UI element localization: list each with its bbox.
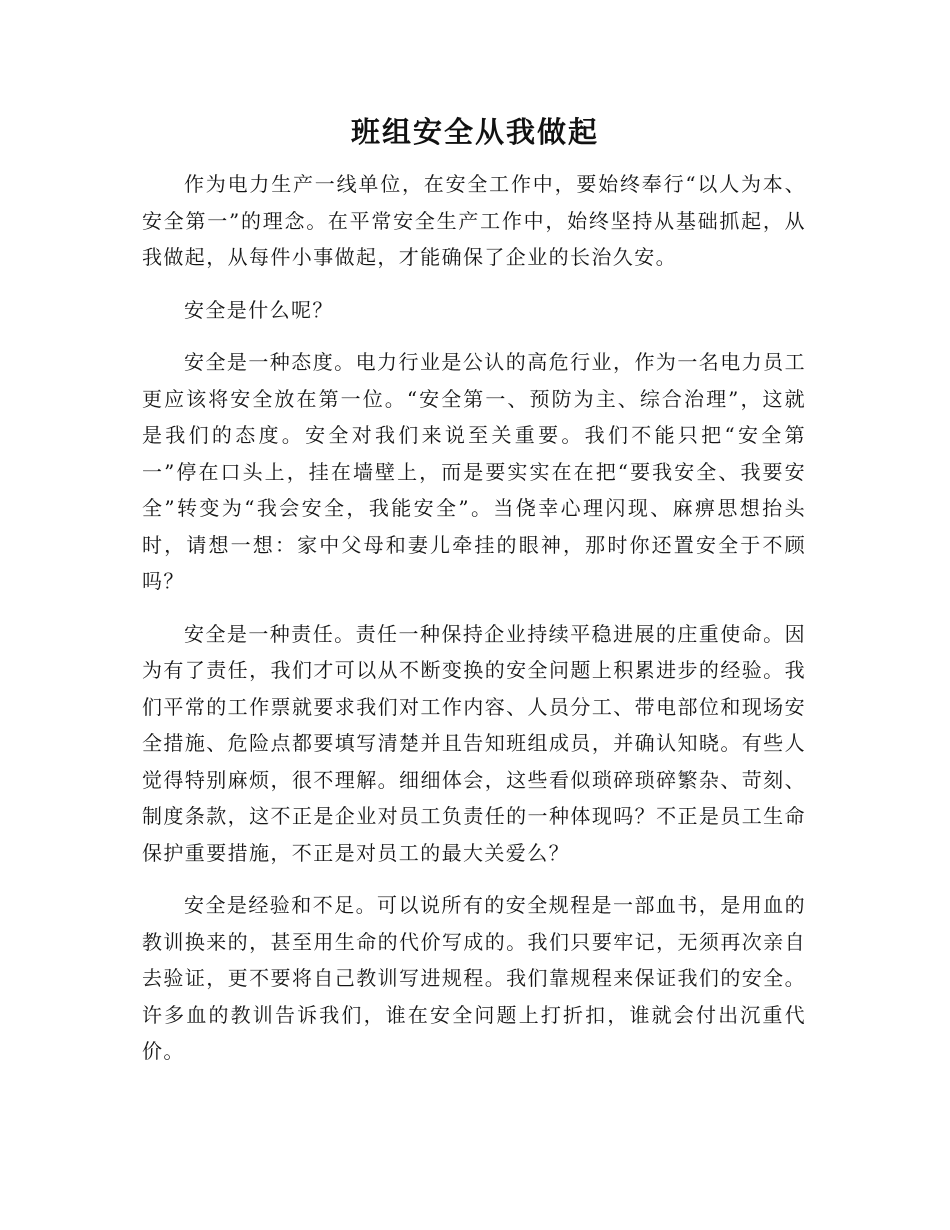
paragraph-intro: 作为电力生产一线单位，在安全工作中，要始终奉行“以人为本、安全第一”的理念。在平常安全生产工作中，始终坚持从基础抓起，从我做起，从每件小事做起，才能确保了企业的长治久安。 [142, 172, 806, 269]
document-title: 班组安全从我做起 [350, 115, 599, 149]
paragraph-experience: 安全是经验和不足。可以说所有的安全规程是一部血书，是用血的教训换来的，甚至用生命的代价写成的。我们只要牢记，无须再次亲自去验证，更不要将自己教训写进规程。我们靠规程来保证我们的安全。许多血的教训告诉我们，谁在安全问题上打折扣，谁就会付出沉重代价。 [142, 893, 806, 1063]
paragraph-question: 安全是什么呢？ [184, 297, 334, 322]
document-body [142, 166, 806, 1086]
paragraph-responsibility: 安全是一种责任。责任一种保持企业持续平稳进展的庄重使命。因为有了责任，我们才可以从不断变换的安全问题上积累进步的经验。我们平常的工作票就要求我们对工作内容、人员分工、带电部位和现场安全措施、危险点都要填写清楚并且告知班组成员，并确认知晓。有些人觉得特别麻烦，很不理解。细细体会，这些看似琐碎琐碎繁杂、苛刻、制度条款，这不正是企业对员工负责任的一种体现吗？不正是员工生命保护重要措施，不正是对员工的最大关爱么？ [142, 621, 806, 865]
paragraph-attitude: 安全是一种态度。电力行业是公认的高危行业，作为一名电力员工更应该将安全放在第一位。“安全第一、预防为主、综合治理”，这就是我们的态度。安全对我们来说至关重要。我们不能只把“安全第一”停在口头上，挂在墙壁上，而是要实实在在把“要我安全、我要安全”转变为“我会安全，我能安全”。当侥幸心理闪现、麻痹思想抬头时，请想一想：家中父母和妻儿牵挂的眼神，那时你还置安全于不顾吗？ [142, 350, 806, 593]
